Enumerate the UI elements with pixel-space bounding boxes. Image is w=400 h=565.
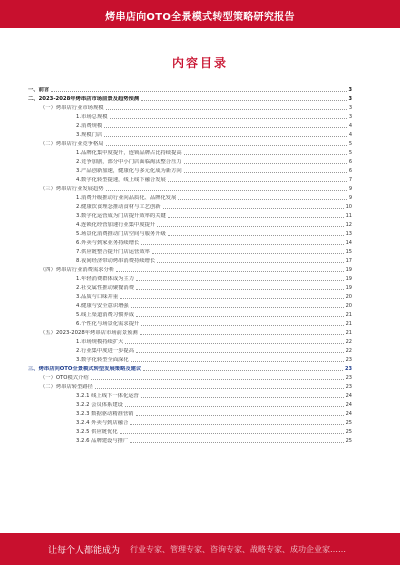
- toc-dot-leader: [141, 397, 344, 398]
- toc-entry-page: 25: [345, 438, 352, 444]
- toc-entry-page: 13: [345, 231, 352, 237]
- toc-dot-leader: [106, 109, 347, 110]
- toc-dot-leader: [140, 334, 344, 335]
- toc-entry[interactable]: [28, 318, 352, 327]
- toc-entry-label: 3.数字化转型全面深化: [76, 357, 129, 363]
- toc-dot-leader: [110, 118, 347, 119]
- toc-entry-page: 23: [345, 375, 352, 381]
- toc-entry-page: 19: [345, 267, 352, 273]
- toc-entry-page: 24: [345, 411, 352, 417]
- toc-entry[interactable]: [28, 201, 352, 210]
- toc-entry[interactable]: [28, 381, 352, 390]
- toc-entry[interactable]: [28, 192, 352, 201]
- toc-entry[interactable]: [28, 237, 352, 246]
- toc-entry[interactable]: [28, 165, 352, 174]
- toc-entry-page: 19: [345, 285, 352, 291]
- toc-entry-label: 2.行业集中度进一步提高: [76, 348, 135, 354]
- toc-entry-label: 3.产品创新加速，健康化与多元化成为新方向: [76, 168, 182, 174]
- toc-entry-page: 4: [348, 123, 352, 129]
- toc-entry-label: 5.线上渠道消费习惯养成: [76, 312, 135, 318]
- toc-entry[interactable]: [28, 417, 352, 426]
- toc-entry-page: 7: [348, 177, 352, 183]
- toc-dot-leader: [51, 91, 346, 92]
- toc-entry-label: 4.数字化转型提速，线上线下融合发展: [76, 177, 166, 183]
- toc-entry[interactable]: [28, 129, 352, 138]
- toc-dot-leader: [131, 307, 344, 308]
- toc-dot-leader: [136, 316, 344, 317]
- toc-entry-page: 21: [345, 312, 352, 318]
- toc-entry[interactable]: [28, 156, 352, 165]
- toc-dot-leader: [125, 343, 343, 344]
- toc-entry[interactable]: [28, 210, 352, 219]
- toc-entry-label: 1.市场规模持续扩大: [76, 339, 124, 345]
- toc-entry-page: 4: [348, 132, 352, 138]
- toc-entry-label: 6.外卖与到家业务持续增长: [76, 240, 140, 246]
- toc-entry-page: 20: [345, 294, 352, 300]
- toc-entry[interactable]: [28, 264, 352, 273]
- toc-entry[interactable]: [28, 282, 352, 291]
- toc-dot-leader: [168, 217, 344, 218]
- toc-entry-label: 二、2023-2028年烤串店市场前景及趋势预测: [28, 96, 140, 102]
- toc-dot-leader: [168, 235, 344, 236]
- toc-entry-page: 15: [345, 249, 352, 255]
- toc-entry-label: （三）烤串店行业发展趋势: [40, 186, 104, 192]
- toc-dot-leader: [104, 136, 347, 137]
- toc-entry-page: 24: [345, 393, 352, 399]
- toc-dot-leader: [131, 361, 344, 362]
- toc-entry[interactable]: [28, 309, 352, 318]
- toc-entry-label: （二）烤串店转型路径: [40, 384, 93, 390]
- toc-dot-leader: [184, 163, 347, 164]
- toc-entry[interactable]: [28, 138, 352, 147]
- toc-dot-leader: [157, 226, 343, 227]
- toc-entry-page: 5: [348, 141, 352, 147]
- toc-entry-label: 5.场景化消费推动门店空间与服务升级: [76, 231, 166, 237]
- toc-entry-label: 8.夜间经济带动烤串消费持续增长: [76, 258, 156, 264]
- toc-entry-label: （一）烤串店行业市场规模: [40, 105, 104, 111]
- toc-entry-label: 2.健康饮食理念推动食材与工艺创新: [76, 204, 161, 210]
- toc-entry-label: 2.消费规模: [76, 123, 103, 129]
- toc-entry-label: 4.健康与安全意识增强: [76, 303, 129, 309]
- toc-dot-leader: [91, 379, 344, 380]
- toc-entry-page: 25: [345, 429, 352, 435]
- footer-slogan: 让每个人都能成为: [48, 546, 121, 556]
- toc-entry-label: 3.2.6 品牌建设与推广: [76, 438, 129, 444]
- toc-entry-page: 3: [348, 114, 352, 120]
- toc-entry-page: 9: [348, 186, 352, 192]
- toc-entry-label: 3.品质与口味并重: [76, 294, 119, 300]
- toc-entry[interactable]: [28, 390, 352, 399]
- toc-dot-leader: [106, 190, 347, 191]
- toc-entry-label: 3.2.5 供应链优化: [76, 429, 118, 435]
- toc-entry-page: 23: [345, 384, 352, 390]
- toc-entry-page: 24: [345, 402, 352, 408]
- toc-entry-label: 3.2.3 数据驱动精准营销: [76, 411, 134, 417]
- toc-dot-leader: [141, 325, 343, 326]
- toc-entry-page: 3: [348, 96, 352, 102]
- toc-entry[interactable]: [28, 246, 352, 255]
- toc-entry-page: 6: [348, 168, 352, 174]
- toc-entry-page: 21: [345, 321, 352, 327]
- toc-dot-leader: [104, 127, 347, 128]
- toc-dot-leader: [184, 154, 347, 155]
- toc-entry[interactable]: [28, 219, 352, 228]
- toc-entry-label: 2.社交属性推动聚餐消费: [76, 285, 135, 291]
- toc-entry[interactable]: [28, 354, 352, 363]
- toc-entry-page: 19: [345, 276, 352, 282]
- toc-entry[interactable]: [28, 255, 352, 264]
- toc-entry-label: （一）OTO模式介绍: [40, 375, 89, 381]
- toc-dot-leader: [95, 388, 344, 389]
- toc-entry-label: 3.数字化运营成为门店提升效率的关键: [76, 213, 166, 219]
- footer-tagline: 行业专家、管理专家、咨询专家、战略专家、成功企业家……: [130, 545, 346, 554]
- footer-bar: [0, 533, 400, 565]
- toc-dot-leader: [136, 415, 344, 416]
- toc-dot-leader: [106, 145, 347, 146]
- toc-entry-page: 20: [345, 303, 352, 309]
- toc-entry-page: 22: [345, 339, 352, 345]
- toc-entry[interactable]: [28, 120, 352, 129]
- toc-entry[interactable]: [28, 372, 352, 381]
- toc-entry[interactable]: [28, 174, 352, 183]
- toc-entry-label: 1.年轻消费群体成为主力: [76, 276, 135, 282]
- toc-entry-page: 21: [345, 330, 352, 336]
- toc-entry-label: 3.2.1 线上线下一体化运营: [76, 393, 139, 399]
- toc-entry[interactable]: [28, 426, 352, 435]
- toc-dot-leader: [130, 442, 343, 443]
- toc-entry[interactable]: [28, 93, 352, 102]
- toc-entry-label: 2.竞争加剧，部分中小门店面临淘汰整合压力: [76, 159, 182, 165]
- toc-entry-label: （五）2023-2028年烤串店市场前景预测: [40, 330, 138, 336]
- toc-dot-leader: [141, 244, 343, 245]
- document-title: 烤串店向OTO全景模式转型策略研究报告: [105, 12, 295, 23]
- toc-entry-label: （四）烤串店行业消费需求分析: [40, 267, 115, 273]
- toc-entry[interactable]: [28, 102, 352, 111]
- toc-entry-page: 12: [345, 222, 352, 228]
- toc-entry-page: 6: [348, 159, 352, 165]
- toc-dot-leader: [136, 352, 344, 353]
- toc-entry-label: 3.2.2 会员体系建设: [76, 402, 123, 408]
- toc-entry[interactable]: [28, 363, 352, 372]
- toc-entry-label: 三、烤串店向OTO全景模式转型发展策略及建议: [28, 366, 142, 372]
- toc-dot-leader: [136, 280, 344, 281]
- header-bar: [0, 0, 400, 28]
- toc-entry[interactable]: [28, 345, 352, 354]
- toc-entry-page: 10: [345, 204, 352, 210]
- toc-heading: 内容目录: [171, 56, 228, 70]
- toc-entry-label: 一、前言: [28, 87, 50, 93]
- toc-dot-leader: [178, 199, 346, 200]
- toc-entry-label: 1.品牌化集中度提升，连锁品牌占比持续提高: [76, 150, 182, 156]
- toc-entry-page: 3: [348, 105, 352, 111]
- toc-entry[interactable]: [28, 228, 352, 237]
- toc-entry-label: 7.供应链整合提升门店运营效率: [76, 249, 150, 255]
- toc-entry-page: 9: [348, 195, 352, 201]
- toc-entry-page: 23: [345, 366, 352, 372]
- toc-entry[interactable]: [28, 147, 352, 156]
- toc-entry-label: 1.市场总规模: [76, 114, 108, 120]
- toc-entry-label: 1.消费升级推动行业向品质化、品牌化发展: [76, 195, 177, 201]
- toc-entry-label: 3.2.4 外卖与到店融合: [76, 420, 129, 426]
- toc-entry-label: （二）烤串店行业竞争格局: [40, 141, 104, 147]
- toc-entry-page: 23: [345, 357, 352, 363]
- toc-entry-label: 4.连锁化经营加速行业集中度提升: [76, 222, 156, 228]
- toc-dot-leader: [130, 424, 343, 425]
- toc-dot-leader: [168, 181, 347, 182]
- toc-entry-page: 3: [348, 87, 352, 93]
- toc-dot-leader: [120, 433, 344, 434]
- toc-entry-page: 25: [345, 420, 352, 426]
- table-of-contents: [28, 84, 352, 444]
- toc-entry-page: 22: [345, 348, 352, 354]
- toc-entry[interactable]: [28, 399, 352, 408]
- toc-entry[interactable]: [28, 336, 352, 345]
- toc-dot-leader: [141, 100, 346, 101]
- toc-entry[interactable]: [28, 84, 352, 93]
- toc-entry-label: 3.规模门店: [76, 132, 103, 138]
- toc-dot-leader: [184, 172, 347, 173]
- toc-entry[interactable]: [28, 327, 352, 336]
- toc-entry[interactable]: [28, 291, 352, 300]
- toc-dot-leader: [125, 406, 344, 407]
- toc-entry[interactable]: [28, 183, 352, 192]
- toc-entry[interactable]: [28, 273, 352, 282]
- toc-entry[interactable]: [28, 435, 352, 444]
- toc-dot-leader: [136, 289, 344, 290]
- toc-dot-leader: [143, 370, 343, 371]
- toc-entry-page: 5: [348, 150, 352, 156]
- toc-entry[interactable]: [28, 408, 352, 417]
- toc-entry-page: 14: [345, 240, 352, 246]
- toc-dot-leader: [163, 208, 344, 209]
- toc-entry-page: 11: [345, 213, 352, 219]
- toc-dot-leader: [152, 253, 344, 254]
- toc-entry[interactable]: [28, 111, 352, 120]
- toc-entry-page: 17: [345, 258, 352, 264]
- toc-dot-leader: [157, 262, 343, 263]
- toc-entry-label: 6.个性化与场景化需求提升: [76, 321, 140, 327]
- toc-dot-leader: [116, 271, 343, 272]
- toc-dot-leader: [120, 298, 343, 299]
- toc-entry[interactable]: [28, 300, 352, 309]
